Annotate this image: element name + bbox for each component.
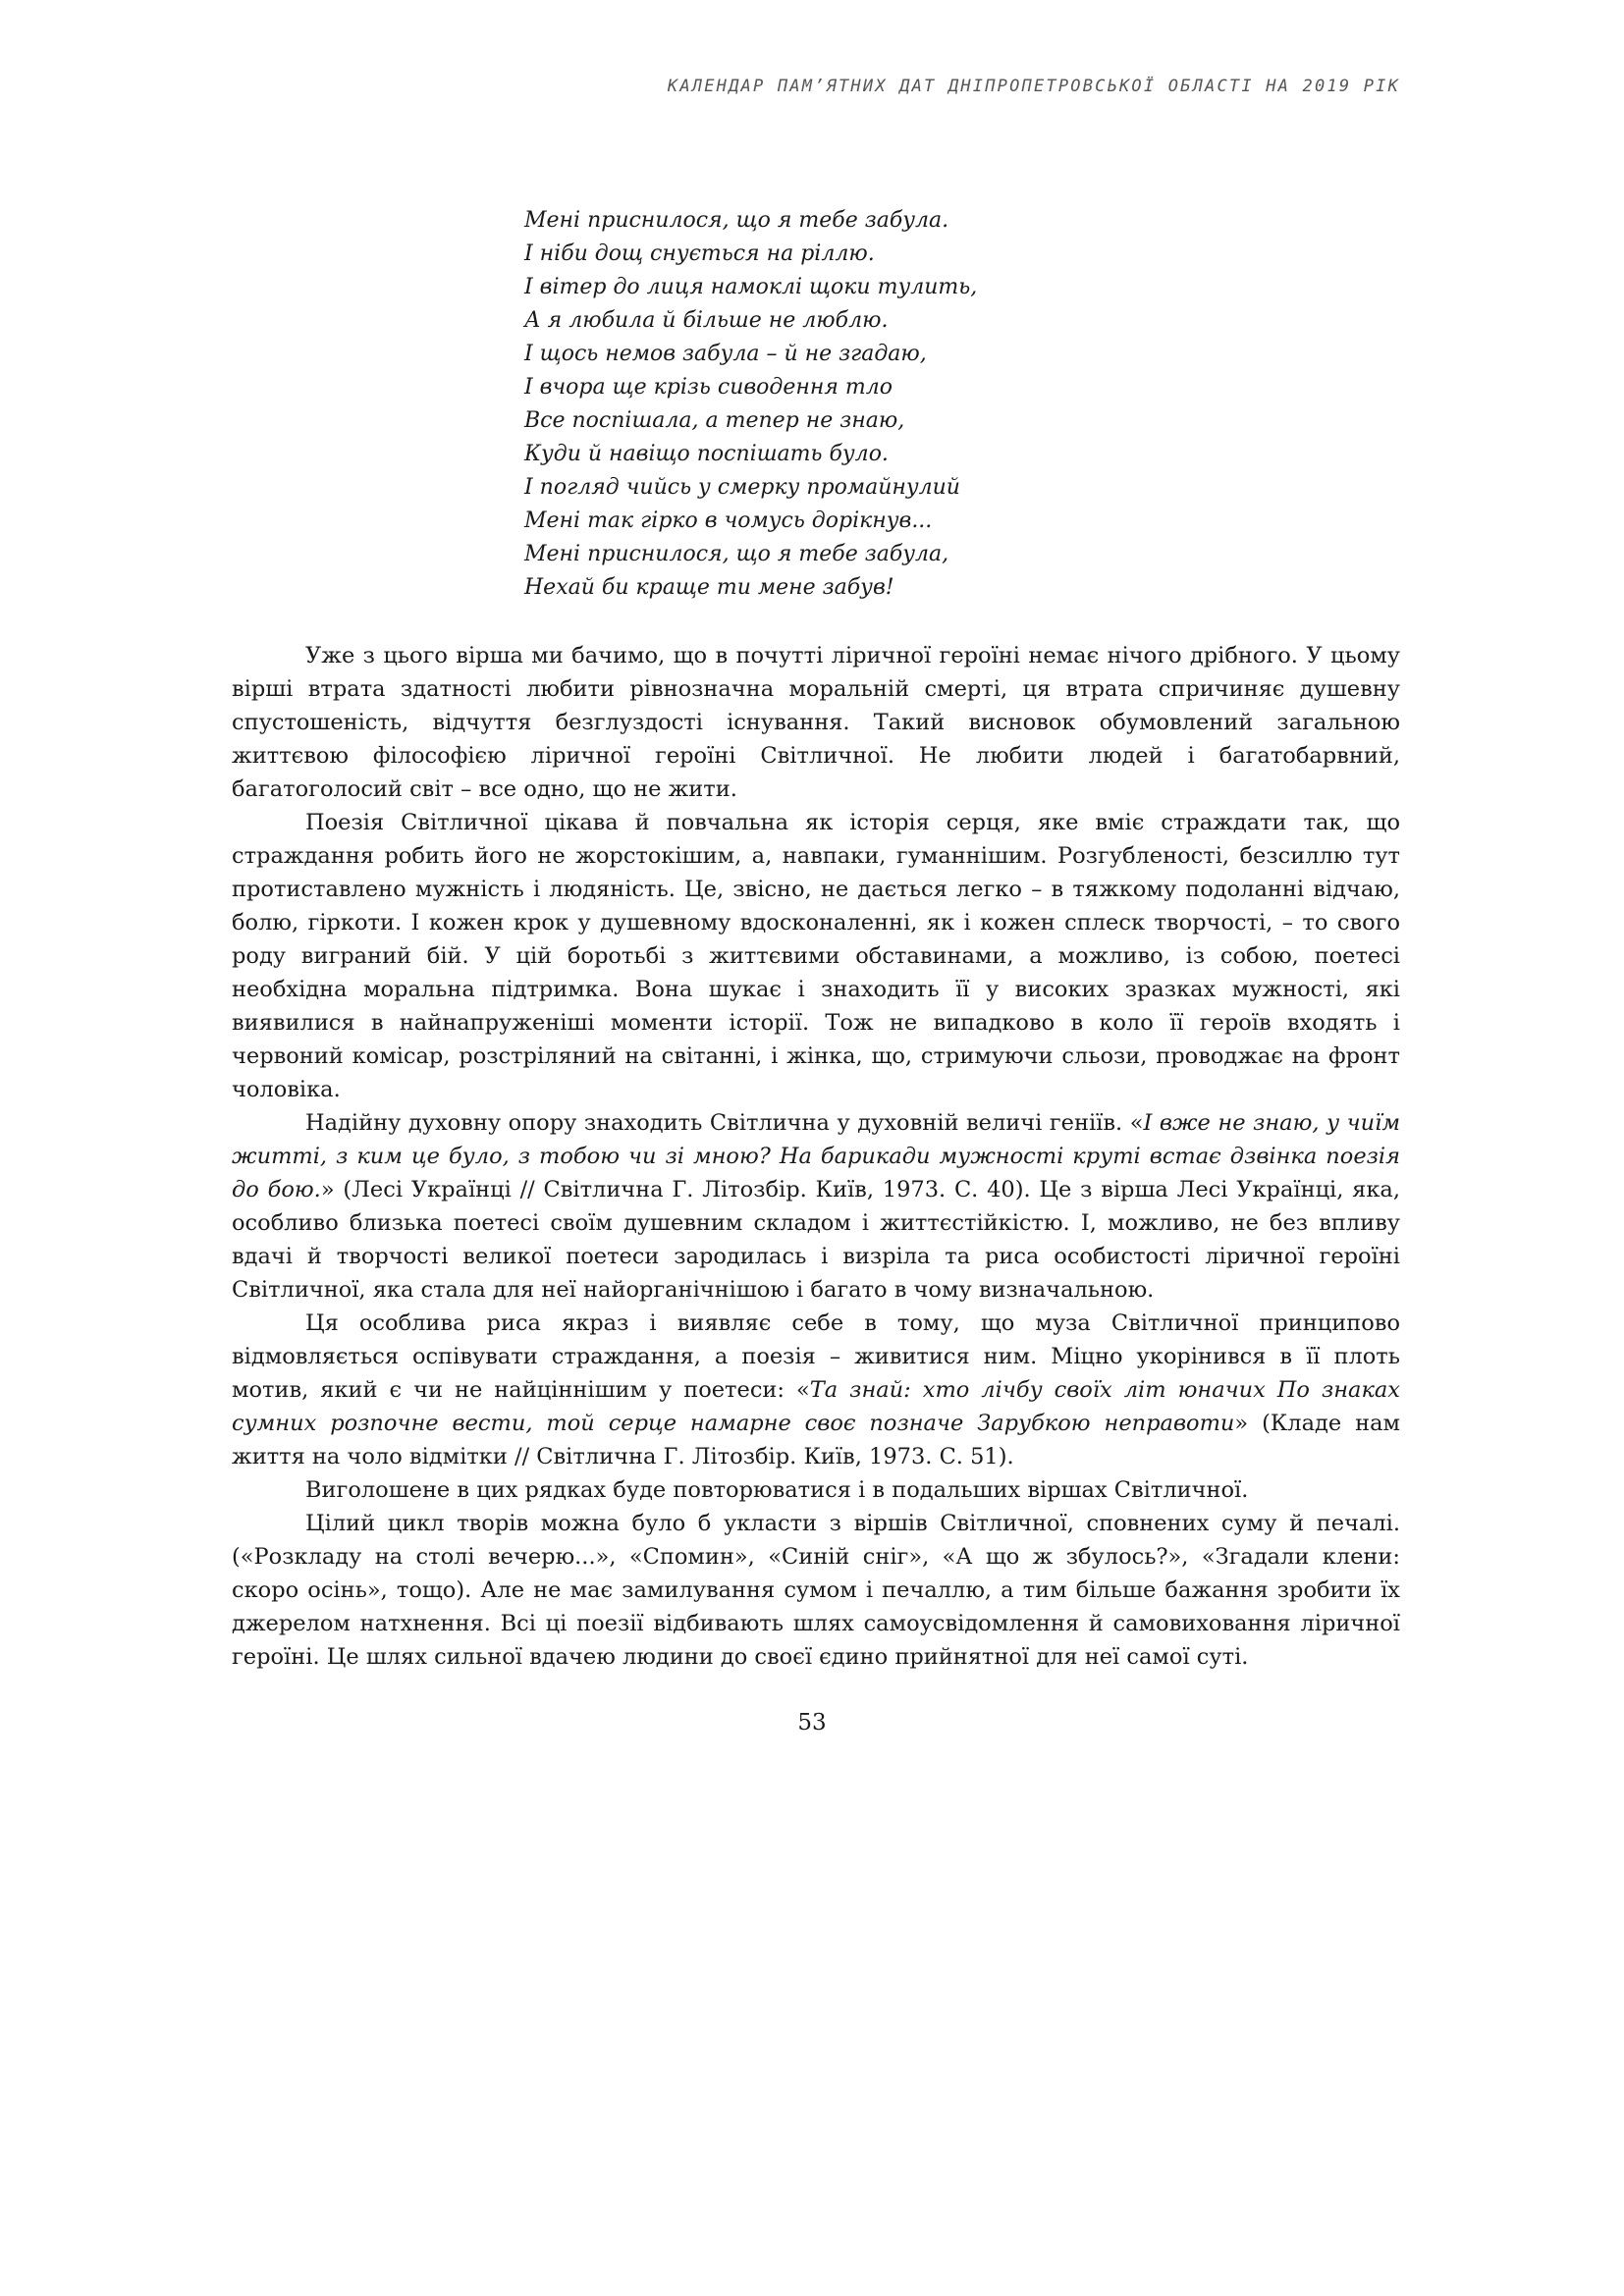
poem-line: І щось немов забула – й не згадаю, bbox=[524, 342, 927, 366]
poem-line: Мені приснилося, що я тебе забула, bbox=[524, 542, 949, 566]
body-text bbox=[232, 639, 1400, 1674]
paragraph: Виголошене в цих рядках буде повторюватися і в подальших віршах Світличної. bbox=[305, 1477, 1249, 1503]
paragraph-text: » (Лесі Українці // Світлична Г. Літозбір. Київ, 1973. С. 40). Це з вірша Лесі Українці, яка, особливо близька поетесі своїм душевним складом і життєстійкістю. І, можливо, не без впливу вдачі й творчості великої поетеси зародилась і визріла та риса особистості ліричної героїні Світличної, яка стала для неї найорганічнішою і багато в чому визначальною. bbox=[232, 1177, 1400, 1303]
running-header: КАЛЕНДАР ПАМ’ЯТНИХ ДАТ ДНІПРОПЕТРОВСЬКОЇ ОБЛАСТІ НА 2019 РІК bbox=[667, 77, 1400, 96]
quote-svitlychna: Та знай: хто лічбу своїх літ юначих По знаках сумних розпочне вести, той серце намарне своє позначе Зарубкою неправоти bbox=[232, 1377, 1400, 1436]
paragraph bbox=[232, 1106, 1400, 1307]
poem-line: І вітер до лиця намоклі щоки тулить, bbox=[524, 275, 978, 299]
paragraph: Уже з цього вірша ми бачимо, що в почутті ліричної героїні немає нічого дрібного. У цьому вірші втрата здатності любити рівнозначна моральній смерті, ця втрата спричиняє душевну спустошеність, відчуття безглуздості існування. Такий висновок обумовлений загальною життєвою філософією ліричної героїні Світличної. Не любити людей і багатобарвний, багатоголосий світ – все одно, що не жити. bbox=[232, 643, 1400, 802]
paragraph: Цілий цикл творів можна було б укласти з віршів Світличної, сповнених суму й печалі. («Розкладу на столі вечерю...», «Спомин», «Синій сніг», «А що ж збулось?», «Згадали клени: скоро осінь», тощо). Але не має замилування сумом і печаллю, а тим більше бажання зробити їх джерелом натхнення. Всі ці поезії відбивають шлях самоусвідомлення й самовиховання ліричної героїні. Це шлях сильної вдачею людини до своєї єдино прийнятної для неї самої суті. bbox=[232, 1511, 1400, 1670]
paragraph: Поезія Світличної цікава й повчальна як історія серця, яке вміє страждати так, що страждання робить його не жорстокішим, а, навпаки, гуманнішим. Розгубленості, безсиллю тут протиставлено мужність і людяність. Це, звісно, не дається легко – в тяжкому подоланні відчаю, болю, гіркоти. І кожен крок у душевному вдосконаленні, як і кожен сплеск творчості, – то свого роду виграний бій. У цій боротьбі з життєвими обставинами, а можливо, із собою, поетесі необхідна моральна підтримка. Вона шукає і знаходить її у високих зразках мужності, які виявилися в найнапруженіші моменти історії. Тож не випадково в коло її героїв входять і червоний комісар, розстріляний на світанні, і жінка, що, стримуючи сльози, проводжає на фронт чоловіка. bbox=[232, 810, 1400, 1102]
poem bbox=[524, 204, 1212, 605]
paragraph-text: Надійну духовну опору знаходить Світлична у духовній величі геніїв. « bbox=[305, 1110, 1144, 1136]
poem-line: І погляд чийсь у смерку промайнулий bbox=[524, 475, 960, 500]
paragraph bbox=[232, 1307, 1400, 1473]
poem-line: Мені приснилося, що я тебе забула. bbox=[524, 208, 949, 233]
poem-line: Нехай би краще ти мене забув! bbox=[524, 575, 894, 600]
poem-line: А я любила й більше не люблю. bbox=[524, 308, 889, 333]
poem-line: Мені так гірко в чомусь дорікнув... bbox=[524, 508, 933, 533]
paragraph-text: Ця особлива риса якраз і виявляє себе в тому, що муза Світличної принципово відмовляється оспівувати страждання, а поезія – живитися ним. Міцно укорінився в її плоть мотив, який є чи не найціннішим у поетеси: « bbox=[232, 1310, 1400, 1403]
quote-lesya-ukrainka: І вже не знаю, у чиїм житті, з ким це було, з тобою чи зі мною? На барикади мужності круті встає дзвінка поезія до бою. bbox=[232, 1110, 1400, 1202]
poem-line: І вчора ще крізь сиводення тло bbox=[524, 375, 893, 400]
poem-line: Все поспішала, а тепер не знаю, bbox=[524, 408, 905, 433]
poem-line: І ніби дощ снується на ріллю. bbox=[524, 241, 875, 266]
poem-line: Куди й навіщо поспішать було. bbox=[524, 442, 889, 466]
page-number: 53 bbox=[797, 1710, 827, 1735]
paragraph-text: » (Кладе нам життя на чоло відмітки // Світлична Г. Літозбір. Київ, 1973. С. 51). bbox=[232, 1411, 1400, 1469]
